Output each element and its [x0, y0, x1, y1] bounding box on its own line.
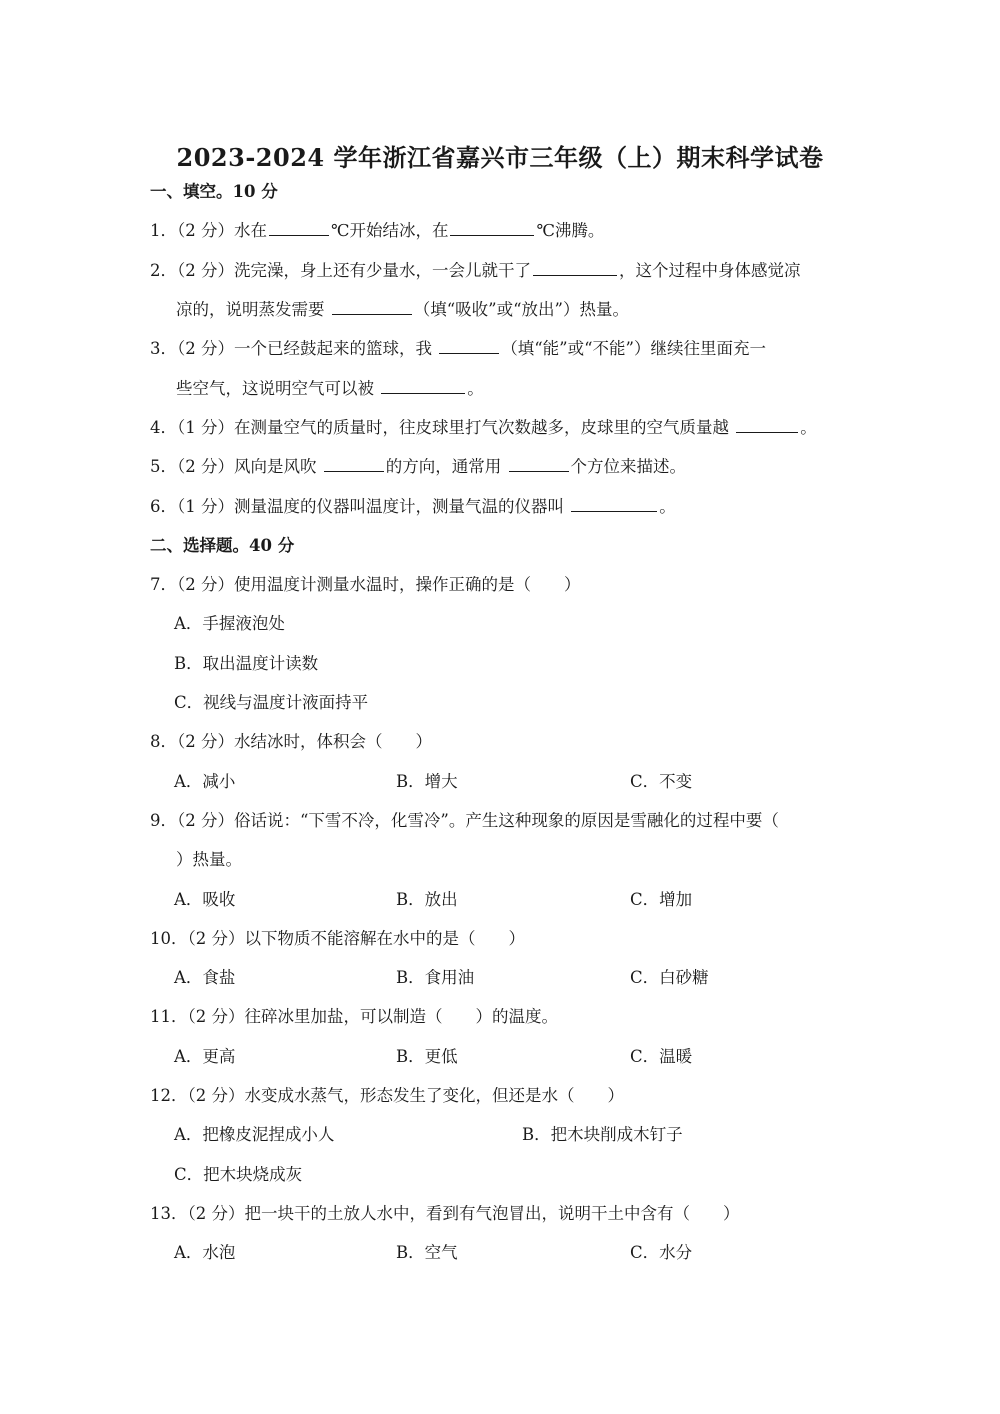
- question-8-option-a[interactable]: A．减小: [174, 772, 236, 791]
- question-3-cont: 些空气，这说明空气可以被 。: [176, 379, 484, 398]
- question-13-option-c[interactable]: C．水分: [630, 1243, 693, 1262]
- answer-blank[interactable]: [450, 219, 534, 236]
- question-5: 5．（2 分）风向是风吹 的方向，通常用 个方位来描述。: [150, 457, 686, 476]
- answer-blank[interactable]: [509, 455, 569, 472]
- question-12-stem: 12．（2 分）水变成水蒸气，形态发生了变化，但还是水（ ）: [150, 1086, 624, 1105]
- question-6: 6．（1 分）测量温度的仪器叫温度计，测量气温的仪器叫 。: [150, 497, 676, 516]
- question-8-option-c[interactable]: C．不变: [630, 772, 693, 791]
- question-12-option-c[interactable]: C．把木块烧成灰: [174, 1165, 303, 1184]
- question-8-option-b[interactable]: B．增大: [396, 772, 458, 791]
- question-10-option-b[interactable]: B．食用油: [396, 968, 475, 987]
- answer-blank[interactable]: [736, 416, 798, 433]
- question-7-option-b[interactable]: B．取出温度计读数: [174, 654, 319, 673]
- answer-blank[interactable]: [439, 337, 499, 354]
- answer-blank[interactable]: [381, 377, 465, 394]
- question-9-option-c[interactable]: C．增加: [630, 890, 693, 909]
- question-12-option-b[interactable]: B．把木块削成木钉子: [522, 1125, 683, 1144]
- question-12-option-a[interactable]: A．把橡皮泥捏成小人: [174, 1125, 335, 1144]
- question-9-stem-cont: ）热量。: [176, 850, 242, 869]
- question-13-option-a[interactable]: A．水泡: [174, 1243, 236, 1262]
- question-13-stem: 13．（2 分）把一块干的土放人水中，看到有气泡冒出，说明干土中含有（ ）: [150, 1204, 740, 1223]
- question-7-option-a[interactable]: A．手握液泡处: [174, 614, 285, 633]
- question-8-stem: 8．（2 分）水结冰时，体积会（ ）: [150, 732, 432, 751]
- question-9-option-b[interactable]: B．放出: [396, 890, 458, 909]
- answer-blank[interactable]: [571, 495, 657, 512]
- question-11-option-c[interactable]: C．温暖: [630, 1047, 693, 1066]
- question-11-stem: 11．（2 分）往碎冰里加盐，可以制造（ ）的温度。: [150, 1007, 558, 1026]
- answer-blank[interactable]: [332, 298, 412, 315]
- answer-blank[interactable]: [533, 259, 617, 276]
- question-10-option-a[interactable]: A．食盐: [174, 968, 236, 987]
- question-4: 4．（1 分）在测量空气的质量时，往皮球里打气次数越多，皮球里的空气质量越 。: [150, 418, 817, 437]
- question-13-option-b[interactable]: B．空气: [396, 1243, 458, 1262]
- section-choice-heading: 二、选择题。40 分: [150, 536, 295, 555]
- question-11-option-b[interactable]: B．更低: [396, 1047, 458, 1066]
- question-10-option-c[interactable]: C．白砂糖: [630, 968, 709, 987]
- question-7-stem: 7．（2 分）使用温度计测量水温时，操作正确的是（ ）: [150, 575, 581, 594]
- question-7-option-c[interactable]: C．视线与温度计液面持平: [174, 693, 369, 712]
- question-1: 1．（2 分）水在 ℃开始结冰，在 ℃沸腾。: [150, 221, 605, 240]
- answer-blank[interactable]: [324, 455, 384, 472]
- question-9-option-a[interactable]: A．吸收: [174, 890, 236, 909]
- question-3: 3．（2 分）一个已经鼓起来的篮球，我 （填“能”或“不能”）继续往里面充一: [150, 339, 766, 358]
- question-2: 2．（2 分）洗完澡，身上还有少量水，一会儿就干了 ，这个过程中身体感觉凉: [150, 261, 801, 280]
- page-title: 2023-2024 学年浙江省嘉兴市三年级（上）期末科学试卷: [176, 143, 824, 172]
- answer-blank[interactable]: [269, 219, 329, 236]
- question-9-stem: 9．（2 分）俗话说：“下雪不冷，化雪冷”。产生这种现象的原因是雪融化的过程中要（: [150, 811, 779, 830]
- section-fill-in-heading: 一、填空。10 分: [150, 182, 278, 201]
- question-2-cont: 凉的，说明蒸发需要 （填“吸收”或“放出”）热量。: [176, 300, 629, 319]
- question-11-option-a[interactable]: A．更高: [174, 1047, 236, 1066]
- question-10-stem: 10．（2 分）以下物质不能溶解在水中的是（ ）: [150, 929, 525, 948]
